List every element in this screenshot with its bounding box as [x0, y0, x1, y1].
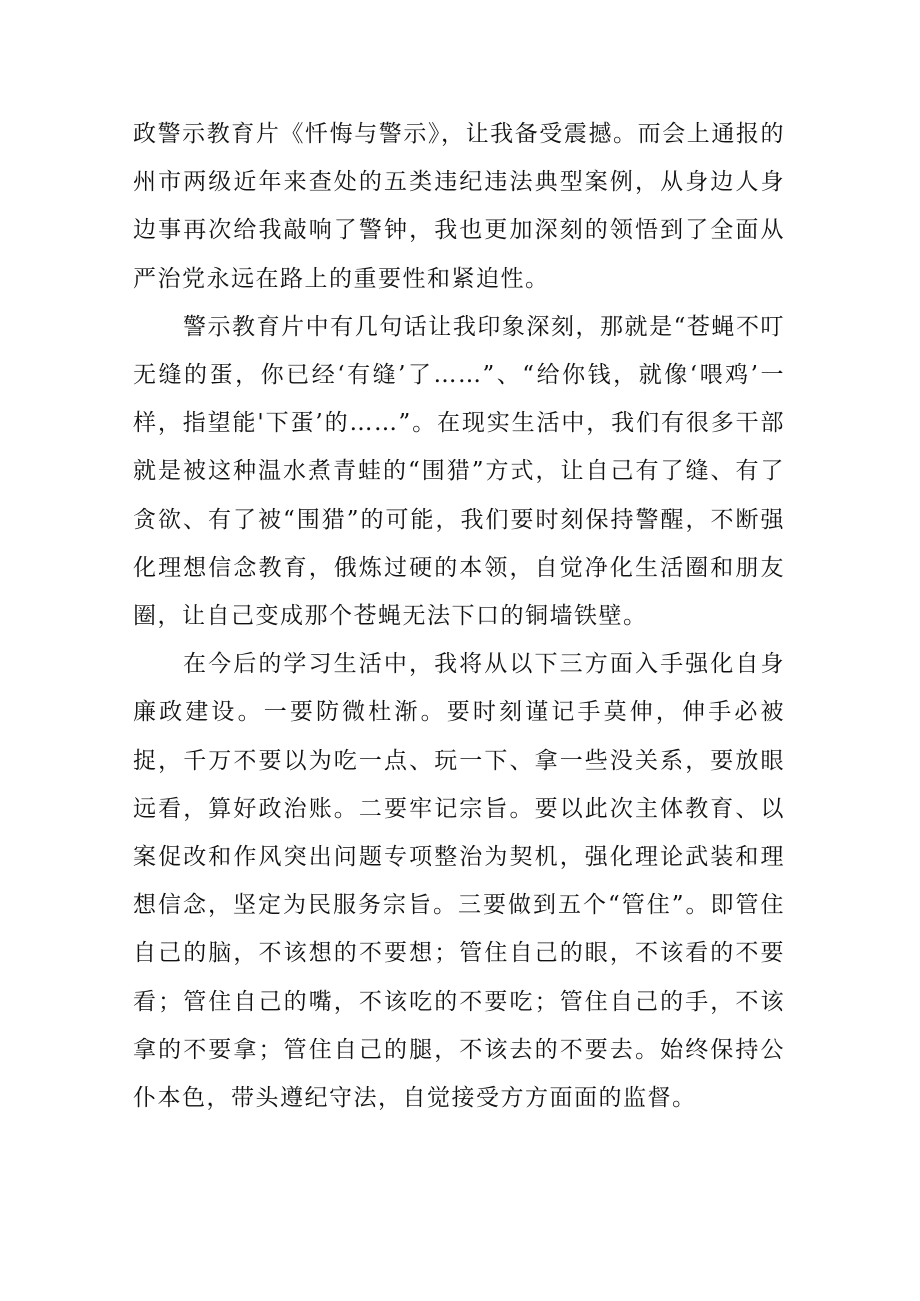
- document-body: [133, 110, 785, 1122]
- paragraph-three-measures: 在今后的学习生活中，我将从以下三方面入手强化自身廉政建设。一要防微杜渐。要时刻谨记手莫伸，伸手必被捉，千万不要以为吃一点、玩一下、拿一些没关系，要放眼远看，算好政治账。二要牢记宗旨。要以此次主体教育、以案促改和作风突出问题专项整治为契机，强化理论武装和理想信念，坚定为民服务宗旨。三要做到五个“管住”。即管住自己的脑，不该想的不要想；管住自己的眼，不该看的不要看；管住自己的嘴，不该吃的不要吃；管住自己的手，不该拿的不要拿；管住自己的腿，不该去的不要去。始终保持公仆本色，带头遵纪守法，自觉接受方方面面的监督。: [133, 651, 785, 1112]
- paragraph-continued: 政警示教育片《忏悔与警示》，让我备受震撼。而会上通报的州市两级近年来查处的五类违纪违法典型案例，从身边人身边事再次给我敲响了警钟，我也更加深刻的领悟到了全面从严治党永远在路上的重要性和紧迫性。: [133, 121, 785, 292]
- paragraph-warning-quotes: 警示教育片中有几句话让我印象深刻，那就是“苍蝇不叮无缝的蛋，你已经‘有缝’了……”、“给你钱，就像‘喂鸡’一样，指望能'下蛋’的……”。在现实生活中，我们有很多干部就是被这种温水煮青蛙的“围猎”方式，让自己有了缝、有了贪欲、有了被“围猎”的可能，我们要时刻保持警醒，不断强化理想信念教育，俄炼过硬的本领，自觉净化生活圈和朋友圈，让自己变成那个苍蝇无法下口的铜墙铁壁。: [133, 313, 785, 630]
